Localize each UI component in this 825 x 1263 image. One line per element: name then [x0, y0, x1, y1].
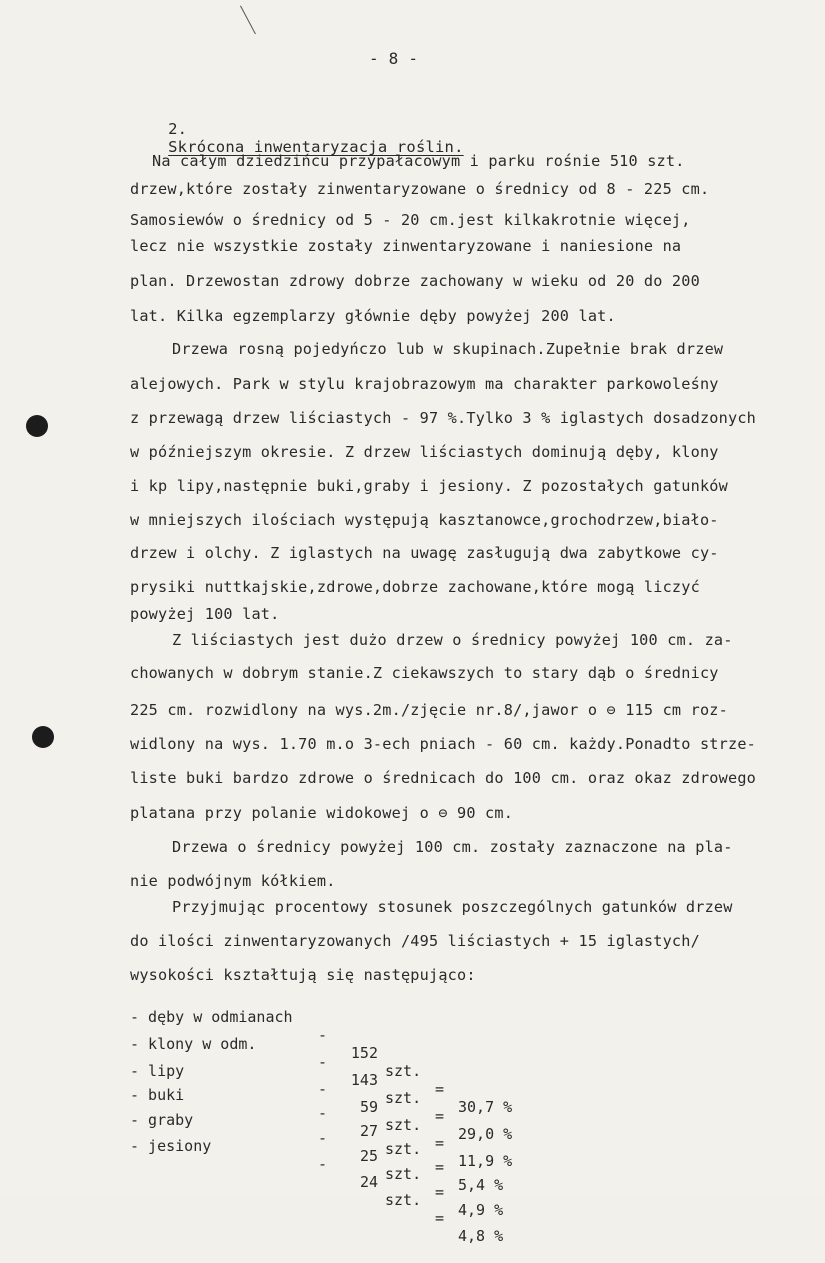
- punch-hole-bottom: [32, 726, 54, 748]
- text-line: Drzewa o średnicy powyżej 100 cm. zostały zaznaczone na pla-: [172, 838, 733, 856]
- species-count: 59: [359, 1098, 378, 1116]
- text-line: Z liściastych jest dużo drzew o średnicy powyżej 100 cm. za-: [172, 631, 733, 649]
- text-line: chowanych w dobrym stanie.Z ciekawszych to stary dąb o średnicy: [130, 664, 719, 682]
- species-count: 143: [350, 1071, 378, 1089]
- text-line: do ilości zinwentaryzowanych /495 liściastych + 15 iglastych/: [130, 932, 700, 950]
- species-percent: 11,9 %: [458, 1152, 513, 1170]
- text-line: w mniejszych ilościach występują kasztanowce,grochodrzew,biało-: [130, 511, 719, 529]
- species-name: - buki: [130, 1086, 185, 1104]
- text-line: plan. Drzewostan zdrowy dobrze zachowany w wieku od 20 do 200: [130, 272, 700, 290]
- text-line: liste buki bardzo zdrowe o średnicach do 100 cm. oraz okaz zdrowego: [130, 769, 757, 787]
- species-equals: =: [435, 1080, 445, 1098]
- species-equals: =: [435, 1158, 445, 1176]
- species-dash: -: [318, 1104, 328, 1122]
- species-name: - dęby w odmianach: [130, 1008, 293, 1026]
- punch-hole-top: [26, 415, 48, 437]
- species-unit: szt.: [385, 1165, 422, 1183]
- text-line: Przyjmując procentowy stosunek poszczególnych gatunków drzew: [172, 898, 733, 916]
- species-equals: =: [435, 1183, 445, 1201]
- species-percent: 30,7 %: [458, 1098, 513, 1116]
- text-line: 225 cm. rozwidlony na wys.2m./zjęcie nr.8/,jawor o ⊖ 115 cm roz-: [130, 701, 728, 719]
- species-unit: szt.: [385, 1116, 422, 1134]
- species-unit: szt.: [385, 1089, 422, 1107]
- species-percent: 4,8 %: [458, 1227, 504, 1245]
- species-unit: szt.: [385, 1062, 422, 1080]
- text-line: lat. Kilka egzemplarzy głównie dęby powyżej 200 lat.: [130, 307, 616, 325]
- text-line: widlony na wys. 1.70 m.o 3-ech pniach - 60 cm. każdy.Ponadto strze-: [130, 735, 757, 753]
- text-line: prysiki nuttkajskie,zdrowe,dobrze zachowane,które mogą liczyć: [130, 578, 700, 596]
- species-count: 24: [359, 1173, 378, 1191]
- text-line: Drzewa rosną pojedyńczo lub w skupinach.Zupełnie brak drzew: [172, 340, 724, 358]
- text-line: lecz nie wszystkie zostały zinwentaryzowane i naniesione na: [130, 237, 682, 255]
- text-line: wysokości kształtują się następująco:: [130, 966, 476, 984]
- text-line: drzew,które zostały zinwentaryzowane o średnicy od 8 - 225 cm.: [130, 180, 710, 198]
- species-percent: 5,4 %: [458, 1176, 504, 1194]
- species-percent: 29,0 %: [458, 1125, 513, 1143]
- text-line: Samosiewów o średnicy od 5 - 20 cm.jest kilkakrotnie więcej,: [130, 211, 691, 229]
- species-unit: szt.: [385, 1140, 422, 1158]
- species-equals: =: [435, 1209, 445, 1227]
- section-number: 2.: [168, 120, 188, 138]
- species-dash: -: [318, 1026, 328, 1044]
- text-line: z przewagą drzew liściastych - 97 %.Tylko 3 % iglastych dosadzonych: [130, 409, 757, 427]
- species-equals: =: [435, 1107, 445, 1125]
- species-equals: =: [435, 1134, 445, 1152]
- species-name: - graby: [130, 1111, 194, 1129]
- species-name: - klony w odm.: [130, 1035, 257, 1053]
- species-name: - lipy: [130, 1062, 185, 1080]
- species-unit: szt.: [385, 1191, 422, 1209]
- section-title: Skrócona inwentaryzacja roślin.: [168, 138, 464, 156]
- species-dash: -: [318, 1155, 328, 1173]
- text-line: Na całym dziedzińcu przypałacowym i parku rośnie 510 szt.: [152, 152, 685, 170]
- text-line: drzew i olchy. Z iglastych na uwagę zasługują dwa zabytkowe cy-: [130, 544, 719, 562]
- species-dash: -: [318, 1129, 328, 1147]
- text-line: alejowych. Park w stylu krajobrazowym ma charakter parkowoleśny: [130, 375, 719, 393]
- species-count: 27: [359, 1122, 378, 1140]
- text-line: powyżej 100 lat.: [130, 605, 280, 623]
- species-percent: 4,9 %: [458, 1201, 504, 1219]
- species-count: 25: [359, 1147, 378, 1165]
- text-line: platana przy polanie widokowej o ⊖ 90 cm.: [130, 804, 514, 822]
- text-line: nie podwójnym kółkiem.: [130, 872, 336, 890]
- text-line: i kp lipy,następnie buki,graby i jesiony. Z pozostałych gatunków: [130, 477, 728, 495]
- species-dash: -: [318, 1080, 328, 1098]
- pencil-mark: [240, 6, 256, 35]
- text-line: w późniejszym okresie. Z drzew liściastych dominują dęby, klony: [130, 443, 719, 461]
- species-name: - jesiony: [130, 1137, 212, 1155]
- species-count: 152: [350, 1044, 378, 1062]
- page-number: - 8 -: [369, 49, 419, 68]
- species-dash: -: [318, 1053, 328, 1071]
